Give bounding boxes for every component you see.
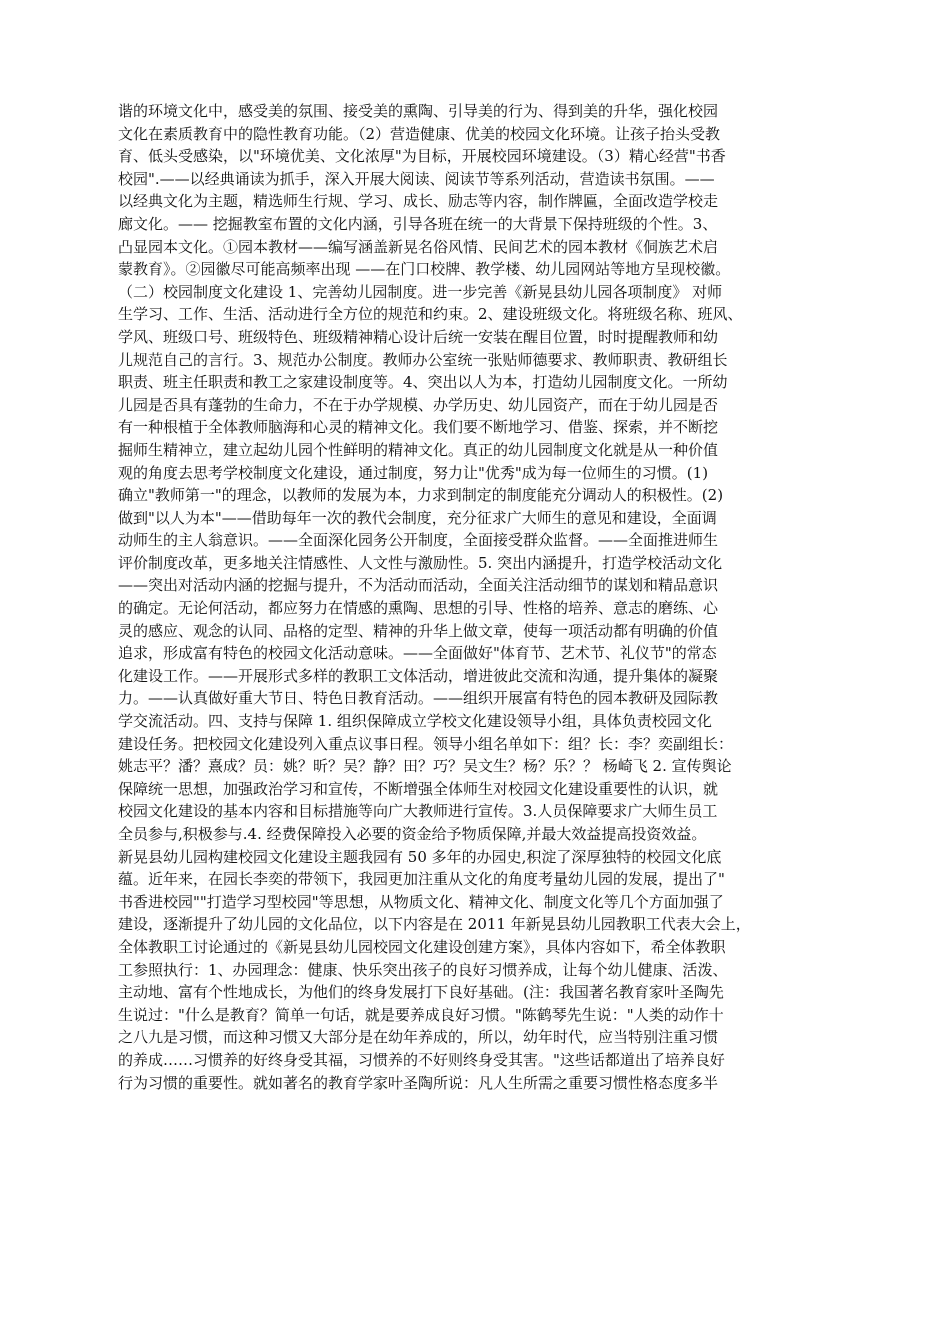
text-line: 新晃县幼儿园构建校园文化建设主题我园有 50 多年的办园史,积淀了深厚独特的校园文化底 bbox=[118, 847, 722, 866]
text-line: 蒙教育》。②园徽尽可能高频率出现 ——在门口校牌、教学楼、幼儿园网站等地方呈现校徽。 bbox=[118, 260, 731, 279]
text-line: 行为习惯的重要性。就如著名的教育学家叶圣陶所说：凡人生所需之重要习惯性格态度多半 bbox=[118, 1073, 719, 1092]
text-line: 评价制度改革，更多地关注情感性、人文性与激励性。5. 突出内涵提升，打造学校活动文化 bbox=[118, 553, 723, 572]
text-line: 职责、班主任职责和教工之家建设制度等。4、突出以人为本，打造幼儿园制度文化。一所幼 bbox=[118, 373, 728, 392]
text-line: 育、低头受感染，以"环境优美、文化浓厚"为目标，开展校园环境建设。（3）精心经营"书香 bbox=[118, 147, 726, 166]
text-line: 追求，形成富有特色的校园文化活动意味。——全面做好"体育节、艺术节、礼仪节"的常态 bbox=[118, 644, 717, 663]
text-line: 的养成……习惯养的好终身受其福，习惯养的不好则终身受其害。"这些话都道出了培养良好 bbox=[118, 1050, 725, 1069]
text-line: 确立"教师第一"的理念，以教师的发展为本，力求到制定的制度能充分调动人的积极性。(2) bbox=[118, 486, 724, 505]
text-line: （二）校园制度文化建设 1、完善幼儿园制度。进一步完善《新晃县幼儿园各项制度》 对师 bbox=[118, 282, 723, 301]
document-page bbox=[118, 100, 834, 1240]
text-line: 保障统一思想，加强政治学习和宣传，不断增强全体师生对校园文化建设重要性的认识，就 bbox=[118, 779, 719, 798]
text-line: 以经典文化为主题，精选师生行规、学习、成长、励志等内容，制作牌匾，全面改造学校走 bbox=[118, 192, 719, 211]
text-line: 之八九是习惯，而这种习惯又大部分是在幼年养成的，所以，幼年时代，应当特别注重习惯 bbox=[118, 1028, 719, 1047]
text-line: 生说过："什么是教育？简单一句话，就是要养成良好习惯。"陈鹤琴先生说："人类的动作十 bbox=[118, 1005, 724, 1024]
text-line: 全体教职工讨论通过的《新晃县幼儿园校园文化建设创建方案》，具体内容如下，希全体教职 bbox=[118, 937, 726, 956]
text-line: 凸显园本文化。①园本教材——编写涵盖新晃名俗风情、民间艺术的园本教材《侗族艺术启 bbox=[118, 237, 719, 256]
text-line: 生学习、工作、生活、活动进行全方位的规范和约束。2、建设班级文化。将班级名称、班风、 bbox=[118, 305, 743, 324]
text-line: 儿园是否具有蓬勃的生命力，不在于办学规模、办学历史、幼儿园资产，而在于幼儿园是否 bbox=[118, 395, 719, 414]
text-line: 主动地、富有个性地成长，为他们的终身发展打下良好基础。(注：我国著名教育家叶圣陶先 bbox=[118, 983, 724, 1002]
text-line: 灵的感应、观念的认同、品格的定型、精神的升华上做文章，使每一项活动都有明确的价值 bbox=[118, 621, 719, 640]
text-line: 校园".——以经典诵读为抓手，深入开展大阅读、阅读节等系列活动，营造读书氛围。—— bbox=[118, 169, 715, 188]
text-line: 有一种根植于全体教师脑海和心灵的精神文化。我们要不断地学习、借鉴、探索，并不断挖 bbox=[118, 418, 719, 437]
text-line: 谐的环境文化中，感受美的氛围、接受美的熏陶、引导美的行为、得到美的升华，强化校园 bbox=[118, 102, 719, 120]
text-line: 书香进校园""打造学习型校园"等思想，从物质文化、精神文化、制度文化等几个方面加强了 bbox=[118, 892, 724, 911]
text-line: 观的角度去思考学校制度文化建设，通过制度，努力让"优秀"成为每一位师生的习惯。(1) bbox=[118, 463, 709, 482]
text-line: 建设任务。把校园文化建设列入重点议事日程。领导小组名单如下：组？长：李？奕副组长： bbox=[118, 734, 734, 753]
text-line: 动师生的主人翁意识。——全面深化园务公开制度，全面接受群众监督。——全面推进师生 bbox=[118, 531, 719, 550]
text-line: 力。——认真做好重大节日、特色日教育活动。——组织开展富有特色的园本教研及园际教 bbox=[118, 689, 719, 708]
body-text bbox=[118, 100, 834, 1094]
text-line: ——突出对活动内涵的挖掘与提升，不为活动而活动，全面关注活动细节的谋划和精品意识 bbox=[118, 576, 719, 595]
text-line: 化建设工作。——开展形式多样的教职工文体活动，增进彼此交流和沟通，提升集体的凝聚 bbox=[118, 666, 719, 685]
text-line: 掘师生精神立，建立起幼儿园个性鲜明的精神文化。真正的幼儿园制度文化就是从一种价值 bbox=[118, 440, 719, 459]
text-line: 儿规范自己的言行。3、规范办公制度。教师办公室统一张贴师德要求、教师职责、教研组长 bbox=[118, 350, 728, 369]
text-line: 姚志平？潘？熹成？员：姚？昕？吴？静？田？巧？吴文生？杨？乐？？ 杨崎飞 2. 宣传舆论 bbox=[118, 757, 732, 776]
text-line: 文化在素质教育中的隐性教育功能。（2）营造健康、优美的校园文化环境。让孩子抬头受教 bbox=[118, 124, 721, 143]
text-line: 建设，逐渐提升了幼儿园的文化品位，以下内容是在 2011 年新晃县幼儿园教职工代表大会上， bbox=[118, 915, 751, 934]
text-line: 学风、班级口号、班级特色、班级精神精心设计后统一安装在醒目位置，时时提醒教师和幼 bbox=[118, 327, 719, 346]
text-line: 的确定。无论何活动，都应努力在情感的熏陶、思想的引导、性格的培养、意志的磨练、心 bbox=[118, 599, 719, 618]
text-line: 校园文化建设的基本内容和目标措施等向广大教师进行宣传。3.人员保障要求广大师生员工 bbox=[118, 802, 718, 821]
text-line: 蕴。近年来，在园长李奕的带领下，我园更加注重从文化的角度考量幼儿园的发展，提出了" bbox=[118, 870, 725, 889]
text-line: 全员参与,积极参与.4. 经费保障投入必要的资金给予物质保障,并最大效益提高投资效益。 bbox=[118, 825, 707, 843]
text-line: 廊文化。—— 挖掘教室布置的文化内涵，引导各班在统一的大背景下保持班级的个性。3、 bbox=[118, 214, 718, 233]
text-line: 做到"以人为本"——借助每年一次的教代会制度，充分征求广大师生的意见和建设，全面调 bbox=[118, 508, 717, 527]
text-line: 学交流活动。四、支持与保障 1. 组织保障成立学校文化建设领导小组，具体负责校园文化 bbox=[118, 712, 712, 731]
text-line: 工参照执行：1、办园理念：健康、快乐突出孩子的良好习惯养成，让每个幼儿健康、活泼、 bbox=[118, 960, 728, 979]
